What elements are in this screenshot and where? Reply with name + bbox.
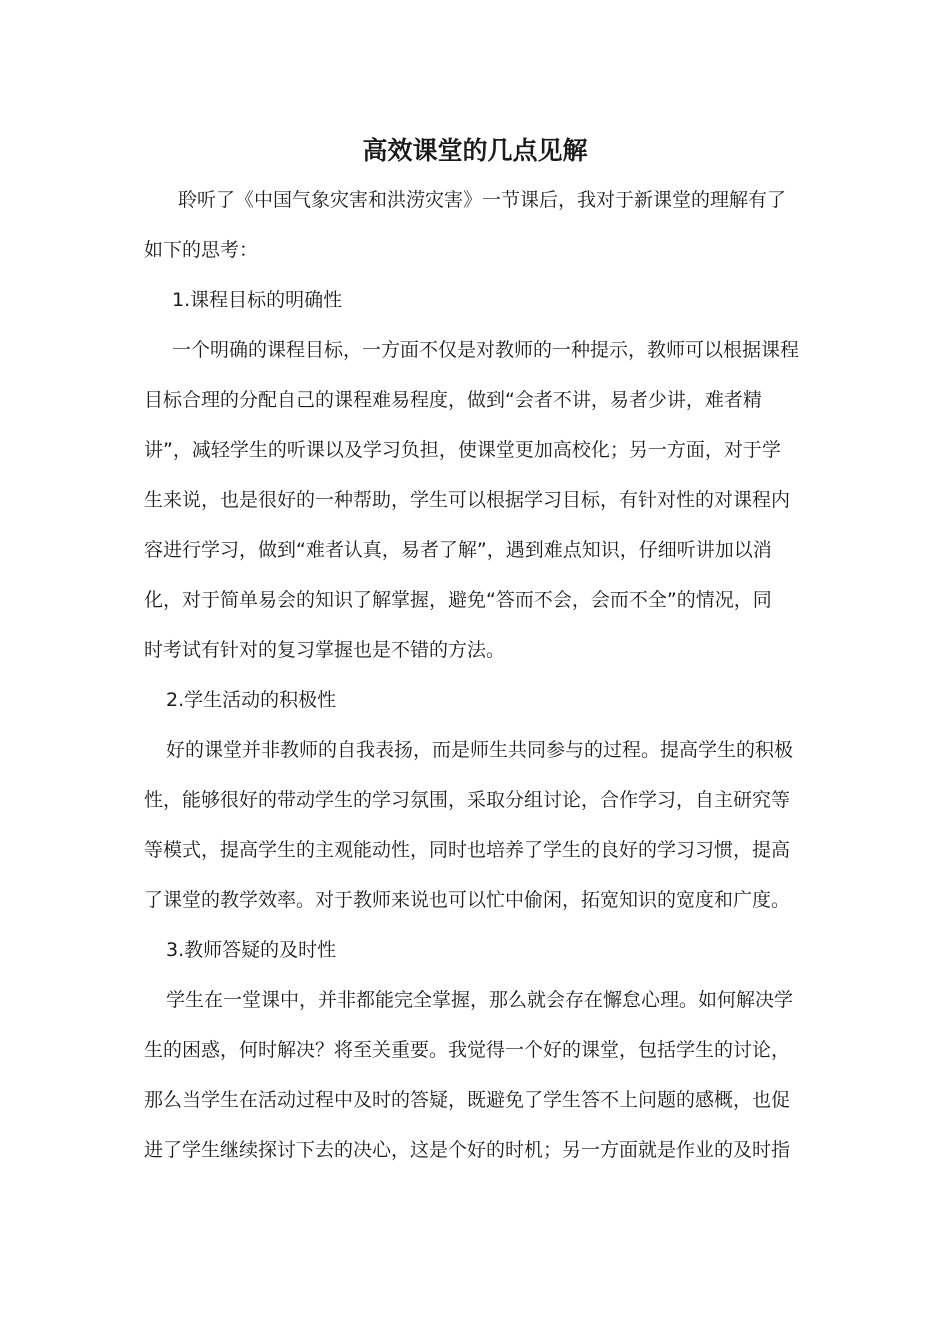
document-title: 高效课堂的几点见解 <box>362 136 588 165</box>
paragraph-line: 一个明确的课程目标，一方面不仅是对教师的一种提示，教师可以根据课程 <box>172 339 800 361</box>
section-heading: 3.教师答疑的及时性 <box>166 939 337 961</box>
paragraph-line: 容进行学习，做到“难者认真，易者了解”，遇到难点知识，仔细听讲加以消 <box>144 539 772 561</box>
paragraph-line: 好的课堂并非教师的自我表扬，而是师生共同参与的过程。提高学生的积极 <box>166 739 794 761</box>
paragraph-line: 性，能够很好的带动学生的学习氛围，采取分组讨论，合作学习，自主研究等 <box>144 789 791 811</box>
paragraph-line: 生的困惑，何时解决？将至关重要。我觉得一个好的课堂，包括学生的讨论， <box>144 1039 791 1061</box>
section-heading: 2.学生活动的积极性 <box>166 689 337 711</box>
paragraph-line: 进了学生继续探讨下去的决心，这是个好的时机；另一方面就是作业的及时指 <box>144 1139 791 1161</box>
paragraph-line: 目标合理的分配自己的课程难易程度，做到“会者不讲，易者少讲，难者精 <box>144 389 762 411</box>
paragraph-line: 学生在一堂课中，并非都能完全掌握，那么就会存在懈怠心理。如何解决学 <box>166 989 794 1011</box>
paragraph-line: 化，对于简单易会的知识了解掌握，避免“答而不会，会而不全”的情况，同 <box>144 589 772 611</box>
paragraph-line: 生来说，也是很好的一种帮助，学生可以根据学习目标，有针对性的对课程内 <box>144 489 791 511</box>
paragraph-line: 聆听了《中国气象灾害和洪涝灾害》一节课后，我对于新课堂的理解有了 <box>178 189 787 211</box>
paragraph-line: 时考试有针对的复习掌握也是不错的方法。 <box>144 639 506 661</box>
paragraph-line: 等模式，提高学生的主观能动性，同时也培养了学生的良好的学习习惯，提高 <box>144 839 791 861</box>
section-heading: 1.课程目标的明确性 <box>172 289 343 311</box>
paragraph-line: 那么当学生在活动过程中及时的答疑，既避免了学生答不上问题的感概，也促 <box>144 1089 791 1111</box>
paragraph-line: 了课堂的教学效率。对于教师来说也可以忙中偷闲，拓宽知识的宽度和广度。 <box>144 889 791 911</box>
paragraph-line: 讲”，减轻学生的听课以及学习负担，使课堂更加高校化；另一方面，对于学 <box>144 439 781 461</box>
paragraph-line: 如下的思考： <box>144 239 259 261</box>
